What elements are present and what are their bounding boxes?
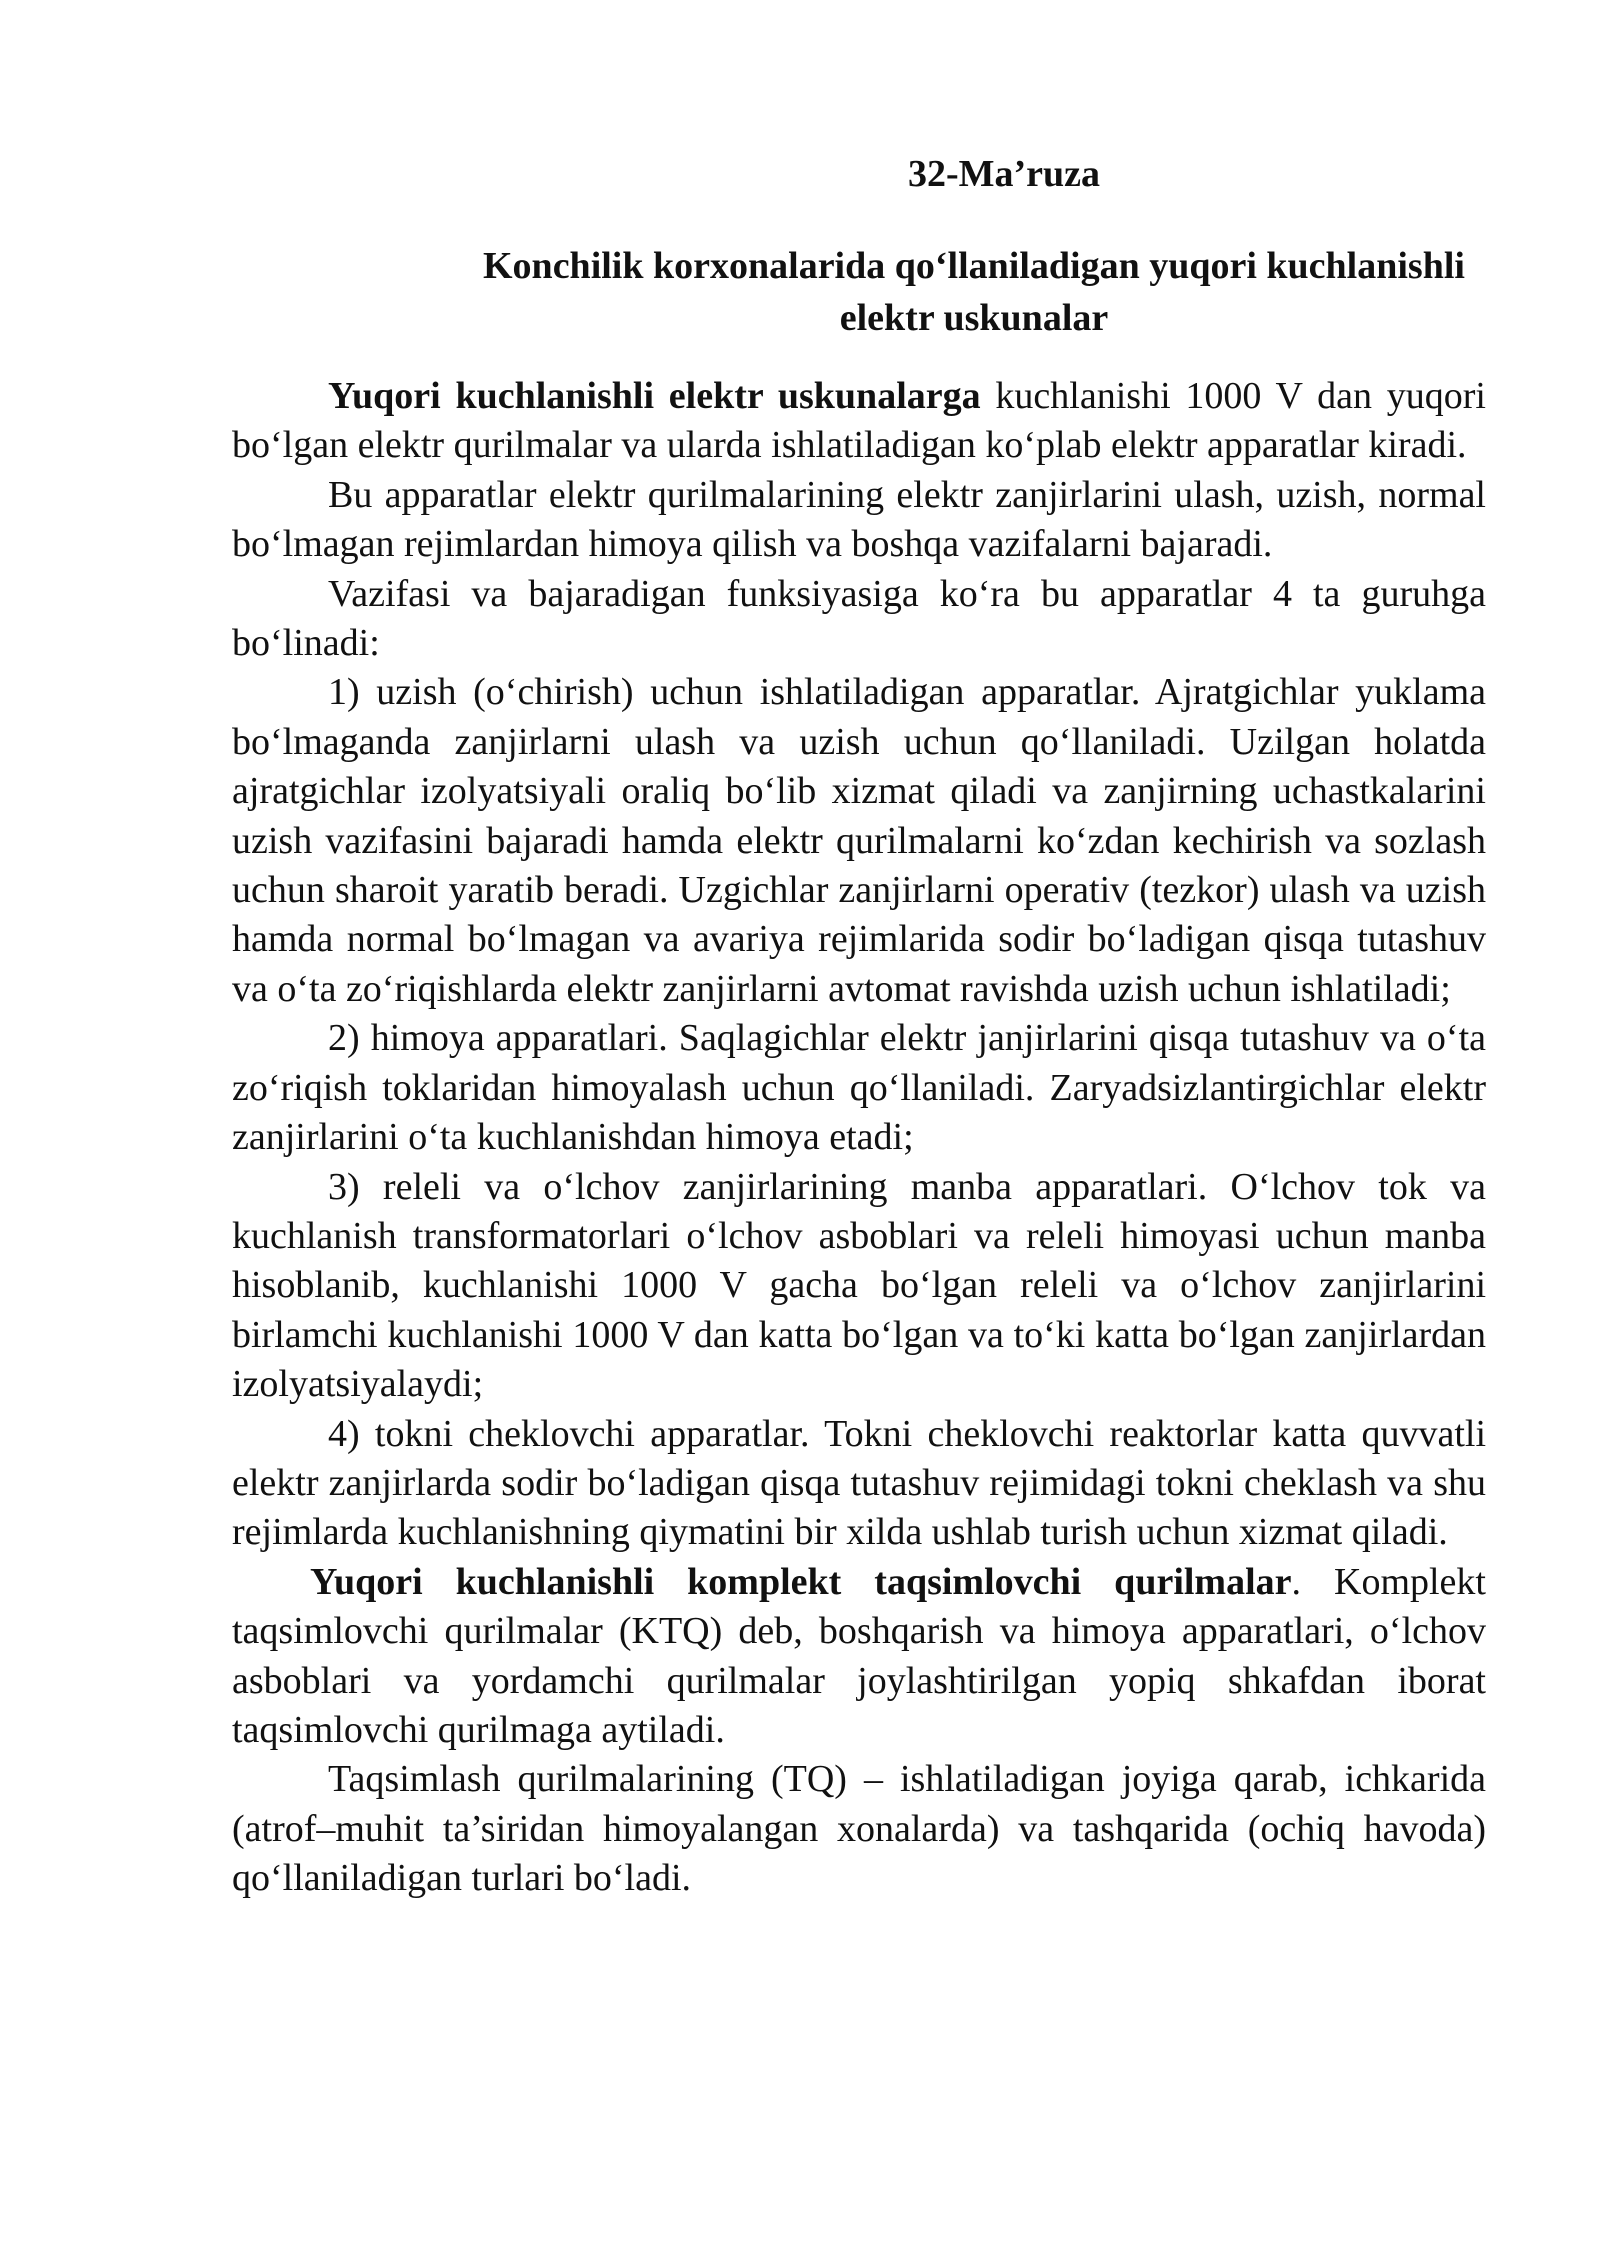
paragraph-ktq <box>232 1558 1486 1756</box>
paragraph-groups-intro <box>232 570 1486 669</box>
lecture-number: 32-Ma’ruza <box>907 153 1101 195</box>
paragraph-group-2 <box>232 1014 1486 1162</box>
paragraph-group-4 <box>232 1410 1486 1558</box>
paragraph-text: 3) releli va o‘lchov zanjirlarining manba apparatlari. O‘lchov tok va kuchlanish transformatorlari o‘lchov asboblari va releli himoyasi uchun manba hisoblanib, kuchlanishi 1000 V gacha bo‘lgan releli va o‘lchov zanjirlarini birlamchi kuchlanishi 1000 V dan katta bo‘lgan va to‘ki katta bo‘lgan zanjirlardan izolyatsiyalaydi; <box>232 1165 1486 1406</box>
paragraph-text: 1) uzish (o‘chirish) uchun ishlatiladigan apparatlar. Ajratgichlar yuklama bo‘lmaganda zanjirlarni ulash va uzish uchun qo‘llaniladi. Uzilgan holatda ajratgichlar izolyatsiyali oraliq bo‘lib xizmat qiladi va zanjirning uchastkalarini uzish vazifasini bajaradi hamda elektr qurilmalarni ko‘zdan kechirish va sozlash uchun sharoit yaratib beradi. Uzgichlar zanjirlarni operativ (tezkor) ulash va uzish hamda normal bo‘lmagan va avariya rejimlarida sodir bo‘ladigan qisqa tutashuv va o‘ta zo‘riqishlarda elektr zanjirlarni avtomat ravishda uzish uchun ishlatiladi; <box>232 671 1486 1010</box>
paragraph-bold-lead: Yuqori kuchlanishli komplekt taqsimlovchi qurilmalar <box>310 1560 1292 1603</box>
paragraph-text: Vazifasi va bajaradigan funksiyasiga ko‘ra bu apparatlar 4 ta guruhga bo‘linadi: <box>232 572 1486 665</box>
paragraph-group-1 <box>232 668 1486 1014</box>
paragraph-group-3 <box>232 1163 1486 1410</box>
paragraph-bold-lead: Yuqori kuchlanishli elektr uskunalarga <box>328 375 981 417</box>
paragraph-text: kuchlanishi 1000 V dan yuqori bo‘lgan elektr qurilmalar va ularda ishlatiladigan ko‘plab elektr apparatlar kiradi. <box>232 375 1486 467</box>
paragraph-text: . Komplekt taqsimlovchi qurilmalar (KTQ) deb, boshqarish va himoya apparatlari, o‘lchov asboblari va yordamchi qurilmalar joylashtirilgan yopiq shkafdan iborat taqsimlovchi qurilmaga aytiladi. <box>232 1560 1486 1751</box>
paragraph-text: Taqsimlash qurilmalarining (TQ) – ishlatiladigan joyiga qarab, ichkarida (atrof–muhit ta’siridan himoyalangan xonalarda) va tashqarida (ochiq havoda) qo‘llaniladigan turlari bo‘ladi. <box>232 1758 1486 1900</box>
lecture-title: Konchilik korxonalarida qo‘llaniladigan yuqori kuchlanishli elektr uskunalar <box>483 245 1465 339</box>
paragraph-text: Bu apparatlar elektr qurilmalarining elektr zanjirlarini ulash, uzish, normal bo‘lmagan rejimlardan himoya qilish va boshqa vazifalarni bajaradi. <box>232 473 1486 566</box>
document-body <box>232 372 1486 1904</box>
document-page <box>232 150 1486 1904</box>
paragraph-text: 2) himoya apparatlari. Saqlagichlar elektr janjirlarini qisqa tutashuv va o‘ta zo‘riqish toklaridan himoyalash uchun qo‘llaniladi. Zaryadsizlantirgichlar elektr zanjirlarini o‘ta kuchlanishdan himoya etadi; <box>232 1017 1486 1159</box>
paragraph-definition <box>232 372 1486 471</box>
paragraph-functions <box>232 471 1486 570</box>
paragraph-tq <box>232 1755 1486 1903</box>
paragraph-text: 4) tokni cheklovchi apparatlar. Tokni cheklovchi reaktorlar katta quvvatli elektr zanjirlarda sodir bo‘ladigan qisqa tutashuv rejimidagi tokni cheklash va shu rejimlarda kuchlanishning qiymatini bir xilda ushlab turish uchun xizmat qiladi. <box>232 1412 1486 1554</box>
